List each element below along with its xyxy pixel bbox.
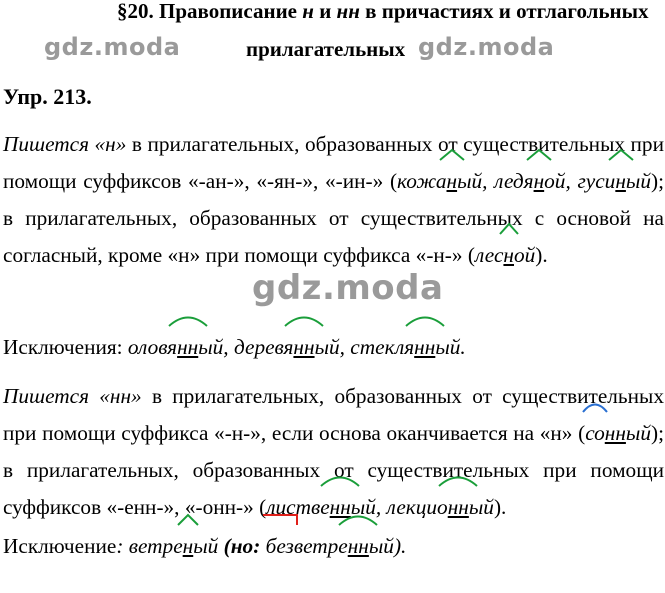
word-part: лес bbox=[474, 243, 504, 267]
suffix-letter: н bbox=[503, 243, 514, 267]
text: в прилагательных, образованных от существительных при помощи суффикса «-н-», если основа оканчивается на «н» ( bbox=[3, 384, 664, 445]
word-part: ветре bbox=[128, 534, 183, 558]
suffix-mark bbox=[534, 163, 545, 200]
word-part: деревя bbox=[233, 335, 294, 359]
word-part: ветре bbox=[293, 534, 348, 558]
suffix-letter: нн bbox=[177, 335, 199, 359]
text: ). bbox=[535, 243, 548, 267]
suffix-arc-icon bbox=[168, 315, 208, 327]
example-word bbox=[266, 534, 394, 558]
contrast-label: (но: bbox=[223, 534, 261, 558]
paragraph-rule-nn bbox=[3, 378, 664, 526]
suffix-letter: нн bbox=[293, 335, 315, 359]
exceptions-label: Исключения: bbox=[3, 335, 128, 359]
suffix-mark bbox=[293, 329, 314, 366]
word-part: кожа bbox=[397, 169, 447, 193]
suffix-arc-icon bbox=[177, 514, 199, 526]
suffix-mark bbox=[448, 489, 469, 526]
suffix-letter: н bbox=[446, 169, 458, 193]
example-word bbox=[577, 169, 651, 193]
word-part: гуси bbox=[577, 169, 616, 193]
suffix-arc-icon bbox=[608, 149, 634, 161]
watermark: gdz.moda bbox=[418, 33, 555, 61]
word-part: ый, bbox=[350, 495, 382, 519]
suffix-mark bbox=[615, 163, 626, 200]
example-word bbox=[585, 421, 651, 445]
suffix-mark bbox=[183, 528, 194, 565]
section-title-line2: прилагательных bbox=[246, 37, 406, 61]
example-word bbox=[494, 169, 571, 193]
word-part: со bbox=[585, 421, 605, 445]
text: ). bbox=[393, 534, 407, 558]
paragraph-rule-n bbox=[3, 126, 664, 274]
example-word bbox=[387, 495, 494, 519]
example-word bbox=[234, 335, 345, 359]
rule-lead: Пишется «нн» bbox=[3, 384, 142, 408]
suffix-arc-icon bbox=[439, 149, 465, 161]
suffix-mark bbox=[605, 415, 626, 452]
suffix-mark bbox=[414, 329, 435, 366]
paragraph-exception bbox=[3, 528, 664, 565]
watermark: gdz.moda bbox=[252, 268, 444, 308]
word-part: ый, bbox=[198, 335, 229, 359]
prefix-mark bbox=[266, 528, 294, 565]
title-rest: в причастиях и отглагольных bbox=[359, 0, 649, 23]
word-part: оловя bbox=[127, 335, 178, 359]
suffix-arc-icon bbox=[320, 475, 360, 487]
suffix-letter: н bbox=[533, 169, 545, 193]
word-part: ый bbox=[193, 534, 219, 558]
root-mark bbox=[585, 415, 605, 452]
title-and: и bbox=[313, 0, 337, 23]
suffix-letter: нн bbox=[447, 495, 469, 519]
word-part: без bbox=[265, 534, 294, 558]
example-word bbox=[475, 243, 535, 267]
example-word bbox=[350, 335, 465, 359]
word-part: ледя bbox=[494, 169, 534, 193]
suffix-mark bbox=[348, 528, 369, 565]
text: ); в прилагательных, образованных от существительных при помощи суффиксов «-енн-», «-онн-» ( bbox=[3, 421, 664, 519]
rule-lead: Пишется «н» bbox=[3, 132, 127, 156]
example-word bbox=[129, 534, 219, 558]
suffix-letter: нн bbox=[329, 495, 351, 519]
suffix-letter: нн bbox=[414, 335, 436, 359]
title-text: §20. Правописание bbox=[117, 0, 303, 23]
suffix-letter: н bbox=[615, 169, 626, 193]
suffix-arc-icon bbox=[526, 149, 552, 161]
word-part: ый bbox=[625, 421, 651, 445]
suffix-mark bbox=[503, 237, 514, 274]
text: ). bbox=[493, 495, 507, 519]
title-nn: нн bbox=[336, 0, 360, 23]
suffix-arc-icon bbox=[499, 223, 519, 235]
suffix-letter: н bbox=[182, 534, 194, 558]
suffix-mark bbox=[177, 329, 198, 366]
exercise-title: Упр. 213. bbox=[3, 84, 92, 109]
example-word bbox=[128, 335, 229, 359]
word-part: ый bbox=[625, 169, 651, 193]
example-word bbox=[397, 169, 487, 193]
word-part: ый. bbox=[435, 335, 466, 359]
word-part: ый bbox=[468, 495, 494, 519]
suffix-arc-icon bbox=[405, 315, 445, 327]
suffix-arc-icon bbox=[338, 514, 378, 526]
exception-label: Исключение bbox=[3, 534, 117, 558]
text: ); в прилагательных, образованных от существительных с основой на согласный, кроме «н» при помощи суффикса «-н-» ( bbox=[3, 169, 664, 267]
section-title-line1 bbox=[117, 0, 649, 24]
word-part: ый bbox=[368, 534, 394, 558]
text: : bbox=[116, 534, 129, 558]
word-part: стекля bbox=[350, 335, 415, 359]
word-part: ый, bbox=[457, 169, 488, 193]
paragraph-exceptions-nn bbox=[3, 329, 664, 366]
suffix-letter: нн bbox=[347, 534, 369, 558]
suffix-arc-icon bbox=[438, 475, 478, 487]
suffix-letter: нн bbox=[604, 421, 626, 445]
word-part: ой, bbox=[544, 169, 571, 193]
text: в прилагательных, образованных от существительных при помощи суффиксов «-ан-», «-ян-», «-ин-» ( bbox=[3, 132, 664, 193]
word-part: ой bbox=[514, 243, 536, 267]
word-part: ый, bbox=[314, 335, 345, 359]
watermark: gdz.moda bbox=[44, 33, 181, 61]
root-arc-icon bbox=[582, 401, 608, 413]
suffix-mark bbox=[447, 163, 458, 200]
suffix-arc-icon bbox=[284, 315, 324, 327]
prefix-bracket-icon bbox=[262, 514, 298, 526]
word-part: листве bbox=[266, 495, 330, 519]
word-part: лекцио bbox=[386, 495, 448, 519]
title-n: н bbox=[302, 0, 314, 23]
